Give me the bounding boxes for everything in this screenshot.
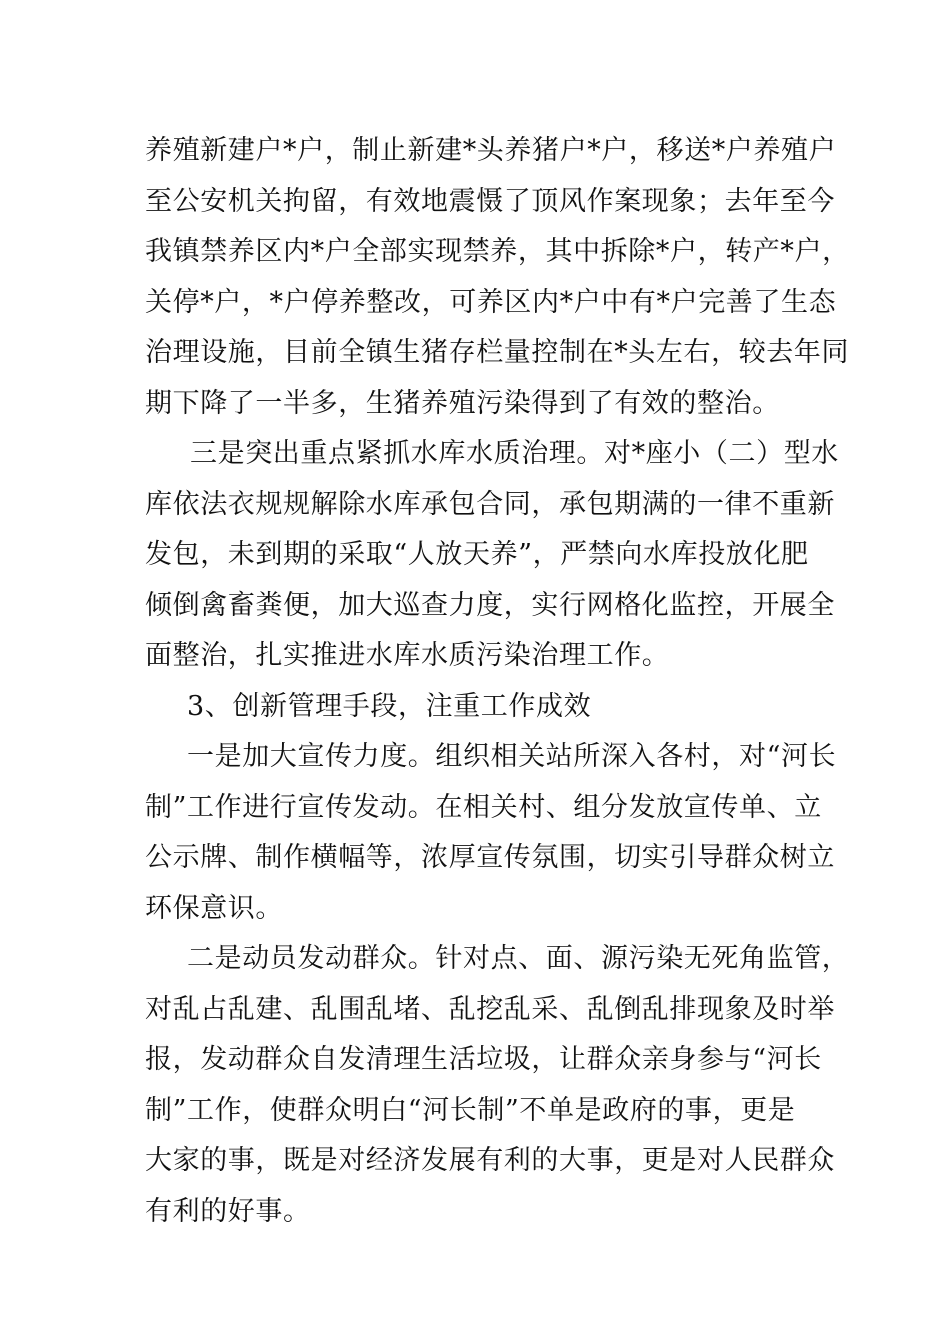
paragraph-mobilize-public xyxy=(145,934,850,1237)
text-line: 关停*户，*户停养整改，可养区内*户中有*户完善了生态 xyxy=(145,286,837,318)
text-line: 养殖新建户*户，制止新建*头养猪户*户，移送*户养殖户 xyxy=(145,135,837,166)
text-line: 报，发动群众自发清理生活垃圾，让群众亲身参与“河长 xyxy=(145,1044,822,1075)
text-line: 公示牌、制作横幅等，浓厚宣传氛围，切实引导群众树立 xyxy=(145,842,835,873)
text-line: 有利的好事。 xyxy=(145,1195,311,1227)
text-line: 期下降了一半多，生猪养殖污染得到了有效的整治。 xyxy=(145,387,780,419)
text-line: 一是加大宣传力度。组织相关站所深入各村，对“河长 xyxy=(187,741,837,772)
text-line: 治理设施，目前全镇生猪存栏量控制在*头左右，较去年同 xyxy=(145,337,850,368)
text-line: 对乱占乱建、乱围乱堵、乱挖乱采、乱倒乱排现象及时举 xyxy=(145,993,835,1025)
text-line: 大家的事，既是对经济发展有利的大事，更是对人民群众 xyxy=(145,1145,835,1176)
document-body xyxy=(145,126,850,1237)
text-line: 制”工作，使群众明白“河长制”不单是政府的事，更是 xyxy=(145,1094,796,1126)
text-line: 倾倒禽畜粪便，加大巡查力度，实行网格化监控，开展全 xyxy=(145,589,835,621)
text-line: 我镇禁养区内*户全部实现禁养，其中拆除*户，转产*户， xyxy=(145,236,850,267)
text-line: 库依法衣规规解除水库承包合同，承包期满的一律不重新 xyxy=(145,488,835,520)
text-line: 面整治，扎实推进水库水质污染治理工作。 xyxy=(145,640,670,671)
text-line: 二是动员发动群众。针对点、面、源污染无死角监管， xyxy=(187,943,850,974)
text-line: 发包，未到期的采取“人放天养”，严禁向水库投放化肥 xyxy=(145,539,809,570)
paragraph-livestock-pollution xyxy=(145,126,850,429)
text-line: 3、创新管理手段，注重工作成效 xyxy=(187,690,592,722)
text-line: 三是突出重点紧抓水库水质治理。对*座小（二）型水 xyxy=(190,438,839,469)
text-line: 制”工作进行宣传发动。在相关村、组分发放宣传单、立 xyxy=(145,791,822,823)
paragraph-publicity xyxy=(145,732,837,934)
section-heading-innovation xyxy=(145,682,810,733)
text-line: 环保意识。 xyxy=(145,892,283,924)
text-line: 至公安机关拘留，有效地震慑了顶风作案现象；去年至今 xyxy=(145,185,835,217)
paragraph-reservoir-water-quality xyxy=(145,429,839,682)
